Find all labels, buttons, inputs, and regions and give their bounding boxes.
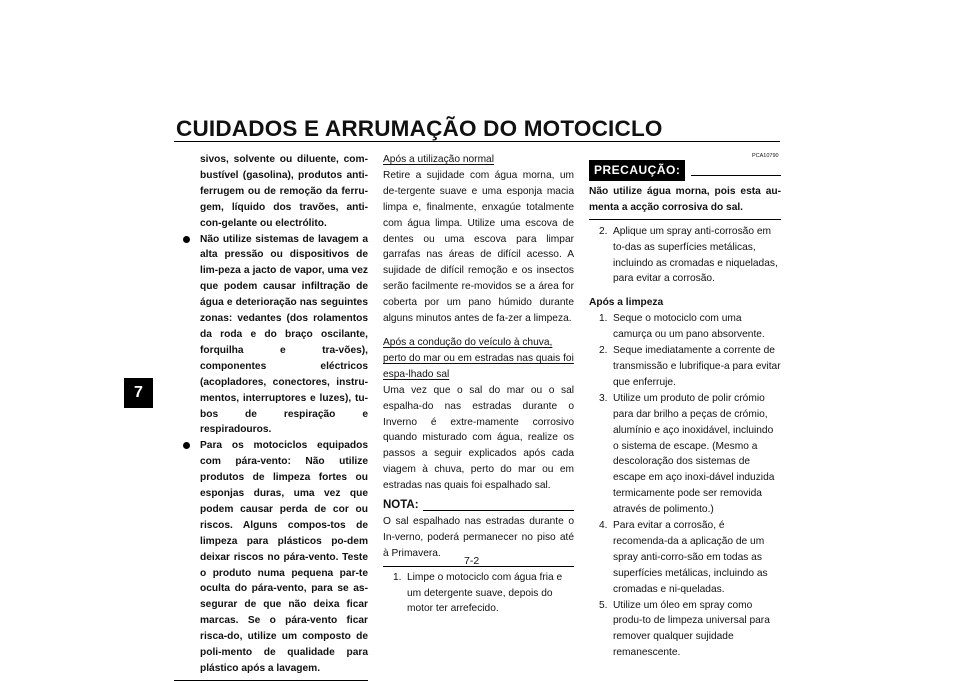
step-number: 3.	[599, 392, 608, 404]
column-1	[200, 152, 368, 681]
step-number: 2.	[599, 345, 608, 357]
bullet-item	[200, 232, 368, 439]
step-number: 1.	[393, 571, 402, 583]
note-rule	[423, 510, 574, 511]
after-cleaning-list	[589, 311, 781, 661]
note-label: NOTA:	[383, 499, 419, 512]
caution-end-rule	[589, 219, 781, 220]
list-item	[383, 570, 574, 618]
list-item	[589, 311, 781, 343]
paragraph: Retire a sujidade com água morna, um de-tergente suave e uma esponja macia limpa e, finalmente, enxagúe totalmente com água limpa. Utilize uma escova de dentes ou uma escova para limpar garrafas nas áreas de difícil acesso. A sujidade de difícil remoção e os insectos serão facilmente re-movidos se a área for coberta por um pano húmido durante alguns minutos antes de fa-zer a limpeza.	[383, 169, 574, 325]
step-text: Seque imediatamente a corrente de transmissão e lubrifique-a para evitar que enferruje.	[613, 345, 781, 388]
step-text: Aplique um spray anti-corrosão em to-das as superfícies metálicas, incluindo as cromadas e niqueladas, para evitar a corrosão.	[613, 225, 778, 285]
step-text: Seque o motociclo com uma camurça ou um pano absorvente.	[613, 313, 765, 341]
continued-warning-text: sivos, solvente ou diluente, com-bustível (gasolina), produtos anti-ferrugem ou de remoção da ferru-gem, líquido dos travões, anti-con-gelante ou electrólito.	[200, 154, 368, 229]
chapter-tab: 7	[124, 378, 153, 408]
section-heading: Após a limpeza	[589, 297, 664, 309]
page-number: 7-2	[464, 555, 480, 567]
caution-label: PRECAUÇÃO:	[589, 160, 685, 181]
list-item	[589, 391, 781, 518]
list-item	[589, 598, 781, 662]
page-title: CUIDADOS E ARRUMAÇÃO DO MOTOCICLO	[176, 116, 663, 141]
steps-list	[589, 224, 781, 288]
list-item	[589, 224, 781, 288]
step-number: 2.	[599, 225, 608, 237]
step-text: Para evitar a corrosão, é recomenda-da a aplicação de um spray anti-corro-são em todas as superfícies metálicas, incluindo as cromadas e ni-queladas.	[613, 520, 768, 595]
step-number: 5.	[599, 599, 608, 611]
caution-text: Não utilize água morna, pois esta au-menta a acção corrosiva do sal.	[589, 185, 781, 213]
step-text: Limpe o motociclo com água fria e um detergente suave, depois do motor ter arrefecido.	[407, 571, 563, 615]
section-heading: Após a condução do veículo à chuva, perto do mar ou em estradas nas quais foi espa-lhado sal	[383, 336, 574, 380]
caution-rule	[691, 175, 781, 176]
note-header	[383, 498, 574, 514]
bullet-item	[200, 438, 368, 677]
step-number: 1.	[599, 313, 608, 325]
step-text: Utilize um óleo em spray como produ-to de limpeza universal para remover qualquer sujidade remanescente.	[613, 599, 770, 659]
note-text: O sal espalhado nas estradas durante o In-verno, poderá permanecer no piso até à Primavera.	[383, 515, 574, 559]
section-heading: Após a utilização normal	[383, 154, 494, 165]
column-3	[589, 160, 781, 661]
paragraph: Uma vez que o sal do mar ou o sal espalha-do nas estradas durante o Inverno é extre-mamente corrosivo quando misturado com água, realize os passos a seguir explicados após cada viagem à chuva, perto do mar ou em estradas nas quais foi espalhado sal.	[383, 384, 574, 492]
note-end-rule	[383, 566, 574, 567]
column-2	[383, 152, 574, 617]
title-rule	[174, 141, 780, 142]
list-item	[589, 343, 781, 391]
bullet-icon	[183, 236, 190, 243]
list-item	[589, 518, 781, 598]
step-number: 4.	[599, 520, 608, 532]
bullet-icon	[183, 442, 190, 449]
steps-list	[383, 570, 574, 618]
step-text: Utilize um produto de polir crómio para dar brilho a peças de crómio, alumínio e aço inoxidável, incluindo o sistema de escape. (Mesmo a descoloração dos sistemas de escape em aço inoxi-dável induzida termicamente pode ser removida através de polimento.)	[613, 392, 775, 516]
bullet-text: Não utilize sistemas de lavagem a alta pressão ou dispositivos de lim-peza a jacto de vapor, uma vez que podem causar infiltração de água e deterioração nas seguintes zonas: vedantes (dos rolamentos da roda e do braço oscilante, forquilha e tra-vões), componentes eléctricos (acopladores, conectores, instru-mentos, interruptores e luzes), tu-bos de respiração e respiradouros.	[200, 233, 368, 436]
caution-header	[589, 160, 781, 181]
bullet-text: Para os motociclos equipados com pára-vento: Não utilize produtos de limpeza fortes ou esponjas duras, uma vez que podem causar perda de cor ou riscos. Alguns compos-tos de limpeza para plásticos po-dem deixar riscos no pára-vento. Teste o produto numa pequena par-te oculta do pára-vento, para se as-segurar de que não deixa ficar marcas. Se o pára-vento ficar risca-do, utilize um composto de poli-mento de qualidade para plástico após a lavagem.	[200, 440, 368, 674]
caution-code: PCA10790	[752, 153, 779, 159]
